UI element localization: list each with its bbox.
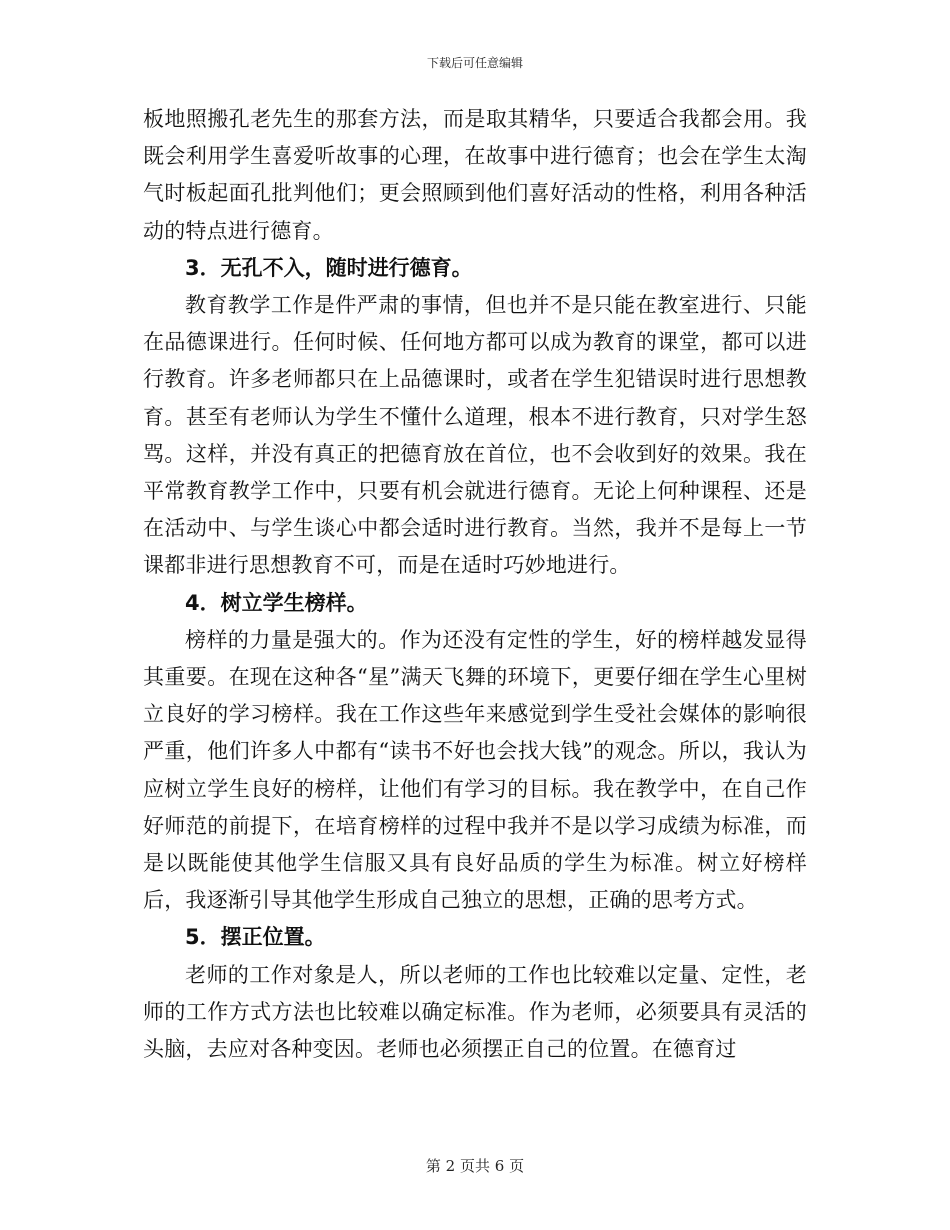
paragraph-section-4: 榜样的力量是强大的。作为还没有定性的学生，好的榜样越发显得其重要。在现在这种各“星”满天飞舞的环境下，更要仔细在学生心里树立良好的学习榜样。我在工作这些年来感觉到学生受社会媒体的影响很严重，他们许多人中都有“读书不好也会找大钱”的观念。所以，我认为应树立学生良好的榜样，让他们有学习的目标。我在教学中，在自己作好师范的前提下，在培育榜样的过程中我并不是以学习成绩为标准，而是以既能使其他学生信服又具有良好品质的学生为标准。树立好榜样后，我逐渐引导其他学生形成自己独立的思想，正确的思考方式。 (143, 627, 807, 913)
paragraph-section-5: 老师的工作对象是人，所以老师的工作也比较难以定量、定性，老师的工作方式方法也比较难以确定标准。作为老师，必须要具有灵活的头脑，去应对各种变因。老师也必须摆正自己的位置。在德育过 (143, 962, 807, 1062)
section-heading-4: 4．树立学生榜样。 (185, 590, 368, 615)
page-header: 下载后可任意编辑 (426, 56, 523, 70)
page-footer: 第 2 页共 6 页 (425, 1157, 525, 1175)
paragraph-continued: 板地照搬孔老先生的那套方法，而是取其精华，只要适合我都会用。我既会利用学生喜爱听故事的心理，在故事中进行德育；也会在学生太淘气时板起面孔批判他们；更会照顾到他们喜好活动的性格，利用各种活动的特点进行德育。 (143, 107, 807, 243)
section-heading-3: 3．无孔不入，随时进行德育。 (185, 255, 473, 280)
document-body (143, 101, 807, 1068)
paragraph-section-3: 教育教学工作是件严肃的事情，但也并不是只能在教室进行、只能在品德课进行。任何时候、任何地方都可以成为教育的课堂，都可以进行教育。许多老师都只在上品德课时，或者在学生犯错误时进行思想教育。甚至有老师认为学生不懂什么道理，根本不进行教育，只对学生怒骂。这样，并没有真正的把德育放在首位，也不会收到好的效果。我在平常教育教学工作中，只要有机会就进行德育。无论上何种课程、还是在活动中、与学生谈心中都会适时进行教育。当然，我并不是每上一节课都非进行思想教育不可，而是在适时巧妙地进行。 (143, 293, 807, 578)
section-heading-5: 5．摆正位置。 (185, 925, 326, 950)
